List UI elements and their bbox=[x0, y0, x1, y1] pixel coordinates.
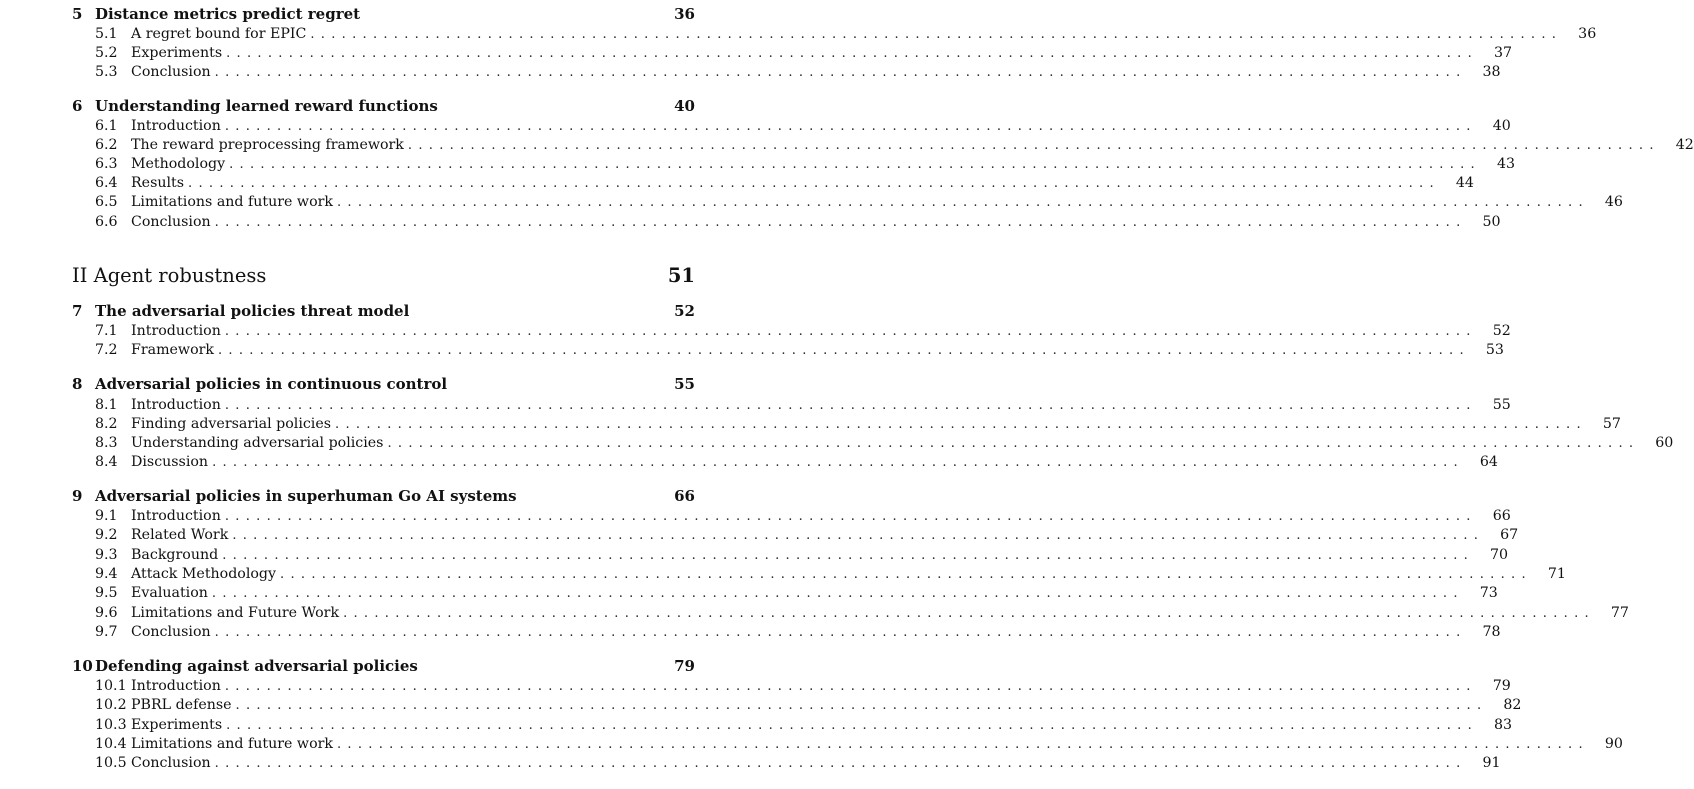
section-number: 9.3 bbox=[95, 547, 118, 563]
section-page: 52 bbox=[1492, 323, 1511, 339]
dot-leader: ........................................................................................................................ bbox=[222, 548, 1475, 563]
section-page: 44 bbox=[1455, 175, 1474, 191]
dot-leader: ........................................................................................................................ bbox=[214, 65, 1467, 80]
toc-section-entry[interactable] bbox=[95, 526, 1519, 545]
chapter-heading[interactable] bbox=[72, 5, 695, 24]
part-heading[interactable] bbox=[72, 264, 695, 288]
dot-leader: ........................................................................................................................ bbox=[224, 509, 1477, 524]
section-title: Framework bbox=[131, 342, 214, 358]
section-page: 40 bbox=[1492, 118, 1511, 134]
section-title: Conclusion bbox=[131, 624, 211, 640]
section-number: 9.1 bbox=[95, 508, 118, 524]
section-page: 82 bbox=[1503, 697, 1522, 713]
toc-section-entry[interactable] bbox=[95, 44, 1513, 63]
section-page: 71 bbox=[1547, 566, 1566, 582]
section-title: Methodology bbox=[131, 156, 226, 172]
dot-leader: ........................................................................................................................ bbox=[212, 455, 1464, 470]
section-page: 67 bbox=[1500, 527, 1519, 543]
section-title: The reward preprocessing framework bbox=[131, 137, 404, 153]
section-title: Introduction bbox=[131, 508, 221, 524]
chapter-title: Defending against adversarial policies bbox=[95, 657, 418, 675]
part-title: Agent robustness bbox=[93, 264, 267, 287]
toc-section-entry[interactable] bbox=[95, 213, 1501, 232]
part-page: 51 bbox=[667, 264, 695, 287]
section-title: Related Work bbox=[131, 527, 229, 543]
section-number: 9.7 bbox=[95, 624, 118, 640]
section-title: Limitations and Future Work bbox=[131, 605, 340, 621]
section-title: Introduction bbox=[131, 323, 221, 339]
toc-section-entry[interactable] bbox=[95, 396, 1511, 415]
section-title: Limitations and future work bbox=[131, 736, 333, 752]
dot-leader: ........................................................................................................................ bbox=[218, 343, 1470, 358]
toc-section-entry[interactable] bbox=[95, 623, 1501, 642]
section-number: 7.1 bbox=[95, 323, 118, 339]
dot-leader: ........................................................................................................................ bbox=[211, 586, 1464, 601]
chapter-page: 36 bbox=[674, 5, 695, 23]
section-title: Limitations and future work bbox=[131, 194, 333, 210]
dot-leader: ........................................................................................................................ bbox=[335, 417, 1587, 432]
section-page: 79 bbox=[1492, 678, 1511, 694]
toc-section-entry[interactable] bbox=[95, 434, 1674, 453]
chapter-page: 52 bbox=[674, 302, 695, 320]
dot-leader: ........................................................................................................................ bbox=[310, 27, 1563, 42]
section-page: 43 bbox=[1496, 156, 1515, 172]
chapter-page: 66 bbox=[674, 487, 695, 505]
chapter-number: 9 bbox=[72, 487, 83, 505]
section-title: Evaluation bbox=[131, 585, 208, 601]
dot-leader: ........................................................................................................................ bbox=[387, 436, 1640, 451]
toc-section-entry[interactable] bbox=[95, 322, 1511, 341]
chapter-page: 79 bbox=[674, 657, 695, 675]
dot-leader: ........................................................................................................................ bbox=[214, 756, 1467, 771]
toc-section-entry[interactable] bbox=[95, 415, 1621, 434]
section-page: 78 bbox=[1482, 624, 1501, 640]
section-number: 10.5 bbox=[95, 755, 127, 771]
chapter-page: 40 bbox=[674, 97, 695, 115]
section-number: 5.3 bbox=[95, 64, 118, 80]
section-page: 50 bbox=[1482, 214, 1501, 230]
chapter-number: 5 bbox=[72, 5, 83, 23]
section-page: 46 bbox=[1604, 194, 1623, 210]
chapter-title: The adversarial policies threat model bbox=[95, 302, 410, 320]
dot-leader: ........................................................................................................................ bbox=[232, 528, 1485, 543]
section-title: Background bbox=[131, 547, 219, 563]
toc-section-entry[interactable] bbox=[95, 341, 1504, 360]
chapter-heading[interactable] bbox=[72, 657, 695, 676]
section-page: 42 bbox=[1675, 137, 1694, 153]
chapter-heading[interactable] bbox=[72, 97, 695, 116]
toc-section-entry[interactable] bbox=[95, 453, 1498, 472]
section-page: 53 bbox=[1485, 342, 1504, 358]
section-number: 9.6 bbox=[95, 605, 118, 621]
section-number: 7.2 bbox=[95, 342, 118, 358]
part-number: II bbox=[72, 264, 94, 287]
section-number: 10.1 bbox=[95, 678, 127, 694]
section-page: 37 bbox=[1493, 45, 1513, 61]
toc-section-entry[interactable] bbox=[95, 136, 1694, 155]
section-number: 10.2 bbox=[95, 697, 127, 713]
dot-leader: ........................................................................................................................ bbox=[224, 679, 1477, 694]
section-page: 70 bbox=[1490, 547, 1509, 563]
section-number: 8.4 bbox=[95, 454, 118, 470]
section-number: 8.3 bbox=[95, 435, 118, 451]
section-page: 57 bbox=[1602, 416, 1621, 432]
dot-leader: ........................................................................................................................ bbox=[226, 46, 1479, 61]
section-page: 60 bbox=[1655, 435, 1674, 451]
section-number: 6.1 bbox=[95, 118, 118, 134]
toc-section-entry[interactable] bbox=[95, 25, 1597, 44]
chapter-number: 8 bbox=[72, 375, 83, 393]
section-page: 73 bbox=[1479, 585, 1498, 601]
section-number: 9.4 bbox=[95, 566, 118, 582]
section-title: Results bbox=[131, 175, 185, 191]
section-page: 90 bbox=[1604, 736, 1623, 752]
section-number: 10.4 bbox=[95, 736, 127, 752]
dot-leader: ........................................................................................................................ bbox=[224, 119, 1477, 134]
section-title: Conclusion bbox=[131, 64, 211, 80]
section-title: Experiments bbox=[131, 45, 223, 61]
section-title: Attack Methodology bbox=[131, 566, 277, 582]
section-number: 8.2 bbox=[95, 416, 118, 432]
section-title: A regret bound for EPIC bbox=[131, 26, 307, 42]
section-number: 6.5 bbox=[95, 194, 118, 210]
dot-leader: ........................................................................................................................ bbox=[229, 157, 1481, 172]
toc-section-entry[interactable] bbox=[95, 565, 1566, 584]
section-page: 55 bbox=[1492, 397, 1511, 413]
section-number: 6.4 bbox=[95, 175, 118, 191]
section-number: 10.3 bbox=[95, 717, 127, 733]
dot-leader: ........................................................................................................................ bbox=[224, 398, 1477, 413]
section-number: 6.6 bbox=[95, 214, 118, 230]
section-number: 6.2 bbox=[95, 137, 118, 153]
section-page: 64 bbox=[1479, 454, 1498, 470]
section-title: Experiments bbox=[131, 717, 223, 733]
section-page: 77 bbox=[1610, 605, 1629, 621]
section-number: 5.2 bbox=[95, 45, 118, 61]
section-title: Introduction bbox=[131, 678, 221, 694]
section-title: Discussion bbox=[131, 454, 209, 470]
section-title: Conclusion bbox=[131, 214, 211, 230]
dot-leader: ........................................................................................................................ bbox=[235, 698, 1488, 713]
chapter-heading[interactable] bbox=[72, 375, 695, 394]
section-number: 9.2 bbox=[95, 527, 118, 543]
toc-section-entry[interactable] bbox=[95, 117, 1511, 136]
dot-leader: ........................................................................................................................ bbox=[337, 737, 1589, 752]
toc-section-entry[interactable] bbox=[95, 584, 1498, 603]
section-number: 8.1 bbox=[95, 397, 118, 413]
section-page: 83 bbox=[1493, 717, 1513, 733]
dot-leader: ........................................................................................................................ bbox=[337, 195, 1589, 210]
dot-leader: ........................................................................................................................ bbox=[407, 138, 1660, 153]
section-page: 38 bbox=[1482, 64, 1501, 80]
toc-section-entry[interactable] bbox=[95, 677, 1511, 696]
section-title: Conclusion bbox=[131, 755, 211, 771]
chapter-heading[interactable] bbox=[72, 487, 695, 506]
chapter-title: Understanding learned reward functions bbox=[95, 97, 438, 115]
chapter-title: Adversarial policies in continuous control bbox=[95, 375, 448, 393]
toc-section-entry[interactable] bbox=[95, 735, 1623, 754]
chapter-page: 55 bbox=[674, 375, 695, 393]
toc-section-entry[interactable] bbox=[95, 546, 1509, 565]
dot-leader: ........................................................................................................................ bbox=[214, 215, 1467, 230]
toc-section-entry[interactable] bbox=[95, 63, 1501, 82]
section-title: Introduction bbox=[131, 397, 221, 413]
toc-section-entry[interactable] bbox=[95, 604, 1629, 623]
chapter-heading[interactable] bbox=[72, 302, 695, 321]
section-number: 9.5 bbox=[95, 585, 118, 601]
dot-leader: ........................................................................................................................ bbox=[188, 176, 1440, 191]
toc-section-entry[interactable] bbox=[95, 155, 1515, 174]
dot-leader: ........................................................................................................................ bbox=[226, 718, 1479, 733]
chapter-number: 7 bbox=[72, 302, 83, 320]
section-number: 5.1 bbox=[95, 26, 118, 42]
toc-section-entry[interactable] bbox=[95, 193, 1623, 212]
dot-leader: ........................................................................................................................ bbox=[343, 606, 1595, 621]
section-title: Introduction bbox=[131, 118, 221, 134]
section-title: Understanding adversarial policies bbox=[131, 435, 384, 451]
section-number: 6.3 bbox=[95, 156, 118, 172]
chapter-title: Distance metrics predict regret bbox=[95, 5, 361, 23]
chapter-number: 10 bbox=[72, 657, 93, 675]
section-title: PBRL defense bbox=[131, 697, 232, 713]
chapter-title: Adversarial policies in superhuman Go AI systems bbox=[95, 487, 517, 505]
toc-section-entry[interactable] bbox=[95, 174, 1474, 193]
toc-section-entry[interactable] bbox=[95, 696, 1522, 715]
chapter-number: 6 bbox=[72, 97, 83, 115]
section-page: 66 bbox=[1492, 508, 1511, 524]
dot-leader: ........................................................................................................................ bbox=[214, 625, 1467, 640]
toc-section-entry[interactable] bbox=[95, 716, 1513, 735]
section-page: 36 bbox=[1578, 26, 1597, 42]
toc-section-entry[interactable] bbox=[95, 754, 1501, 773]
toc-section-entry[interactable] bbox=[95, 507, 1511, 526]
section-page: 91 bbox=[1482, 755, 1501, 771]
section-title: Finding adversarial policies bbox=[131, 416, 332, 432]
dot-leader: ........................................................................................................................ bbox=[224, 324, 1477, 339]
dot-leader: ........................................................................................................................ bbox=[280, 567, 1532, 582]
